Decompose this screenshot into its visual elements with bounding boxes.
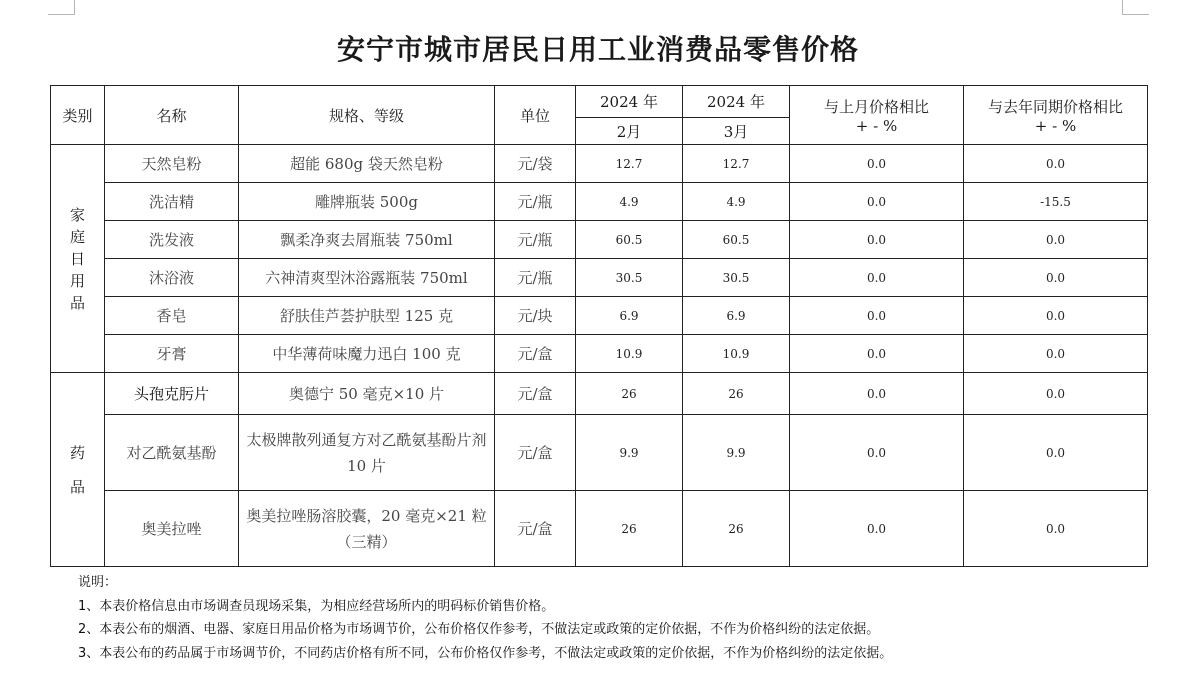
table-row xyxy=(51,335,1148,373)
item-unit: 元/瓶 xyxy=(495,183,576,221)
header-row-1 xyxy=(51,86,1148,118)
change-mom: 0.0 xyxy=(790,415,964,491)
item-name: 头孢克肟片 xyxy=(105,373,239,415)
price-mar: 26 xyxy=(683,491,790,567)
price-mar: 4.9 xyxy=(683,183,790,221)
header-year-feb: 2024 年 xyxy=(576,86,683,118)
item-name: 洗发液 xyxy=(105,221,239,259)
table-row xyxy=(51,145,1148,183)
header-yoy-label: 与去年同期价格相比 xyxy=(987,97,1123,116)
item-name: 香皂 xyxy=(105,297,239,335)
item-spec: 超能 680g 袋天然皂粉 xyxy=(239,145,495,183)
price-feb: 30.5 xyxy=(576,259,683,297)
change-mom: 0.0 xyxy=(790,221,964,259)
change-yoy: 0.0 xyxy=(964,373,1148,415)
table-row xyxy=(51,259,1148,297)
header-mom-label: 与上月价格相比 xyxy=(823,97,929,116)
item-unit: 元/盒 xyxy=(495,491,576,567)
price-mar: 26 xyxy=(683,373,790,415)
category-medicine: 药品 xyxy=(51,373,105,567)
change-mom: 0.0 xyxy=(790,335,964,373)
change-yoy: 0.0 xyxy=(964,145,1148,183)
change-yoy: 0.0 xyxy=(964,335,1148,373)
change-mom: 0.0 xyxy=(790,259,964,297)
header-mom-unit: + - % xyxy=(855,116,898,135)
header-name: 名称 xyxy=(105,86,239,145)
price-feb: 12.7 xyxy=(576,145,683,183)
item-unit: 元/瓶 xyxy=(495,259,576,297)
price-mar: 6.9 xyxy=(683,297,790,335)
price-mar: 10.9 xyxy=(683,335,790,373)
item-spec: 奥美拉唑肠溶胶囊，20 毫克×21 粒（三精） xyxy=(239,491,495,567)
notes-section xyxy=(78,571,892,665)
item-spec: 飘柔净爽去屑瓶装 750ml xyxy=(239,221,495,259)
change-yoy: 0.0 xyxy=(964,491,1148,567)
price-mar: 60.5 xyxy=(683,221,790,259)
item-spec: 太极牌散列通复方对乙酰氨基酚片剂 10 片 xyxy=(239,415,495,491)
item-spec: 六神清爽型沐浴露瓶装 750ml xyxy=(239,259,495,297)
header-month-mar: 3月 xyxy=(683,118,790,145)
price-mar: 9.9 xyxy=(683,415,790,491)
page-corner-mark-right xyxy=(1122,0,1149,15)
change-mom: 0.0 xyxy=(790,145,964,183)
change-yoy: -15.5 xyxy=(964,183,1148,221)
item-unit: 元/瓶 xyxy=(495,221,576,259)
change-yoy: 0.0 xyxy=(964,297,1148,335)
item-name: 沐浴液 xyxy=(105,259,239,297)
category-household: 家庭日用品 xyxy=(51,145,105,373)
price-table xyxy=(50,85,1148,567)
table-row xyxy=(51,373,1148,415)
note-item: 1、本表价格信息由市场调查员现场采集，为相应经营场所内的明码标价销售价格。 xyxy=(78,598,555,614)
document-title: 安宁市城市居民日用工业消费品零售价格 xyxy=(336,33,859,66)
header-month-feb: 2月 xyxy=(576,118,683,145)
item-unit: 元/盒 xyxy=(495,373,576,415)
note-item: 2、本表公布的烟酒、电器、家庭日用品价格为市场调节价，公布价格仅作参考，不做法定或政策的定价依据，不作为价格纠纷的法定依据。 xyxy=(78,622,880,637)
item-spec: 中华薄荷味魔力迅白 100 克 xyxy=(239,335,495,373)
price-feb: 10.9 xyxy=(576,335,683,373)
price-feb: 26 xyxy=(576,491,683,567)
item-unit: 元/盒 xyxy=(495,335,576,373)
change-mom: 0.0 xyxy=(790,491,964,567)
header-yoy xyxy=(964,86,1148,145)
header-yoy-unit: + - % xyxy=(1034,116,1077,135)
item-name: 牙膏 xyxy=(105,335,239,373)
header-unit: 单位 xyxy=(495,86,576,145)
item-spec: 奥德宁 50 毫克×10 片 xyxy=(239,373,495,415)
price-feb: 6.9 xyxy=(576,297,683,335)
table-row xyxy=(51,297,1148,335)
item-spec: 雕牌瓶装 500g xyxy=(239,183,495,221)
item-name: 天然皂粉 xyxy=(105,145,239,183)
change-mom: 0.0 xyxy=(790,373,964,415)
table-row xyxy=(51,221,1148,259)
change-mom: 0.0 xyxy=(790,183,964,221)
change-yoy: 0.0 xyxy=(964,259,1148,297)
item-unit: 元/盒 xyxy=(495,415,576,491)
header-spec: 规格、等级 xyxy=(239,86,495,145)
notes-heading: 说明： xyxy=(78,575,118,590)
price-feb: 4.9 xyxy=(576,183,683,221)
price-mar: 30.5 xyxy=(683,259,790,297)
price-feb: 60.5 xyxy=(576,221,683,259)
table-row xyxy=(51,491,1148,567)
item-unit: 元/袋 xyxy=(495,145,576,183)
change-yoy: 0.0 xyxy=(964,221,1148,259)
item-name: 洗洁精 xyxy=(105,183,239,221)
page-corner-mark-left xyxy=(48,0,75,15)
note-item: 3、本表公布的药品属于市场调节价，不同药店价格有所不同，公布价格仅作参考，不做法定或政策的定价依据，不作为价格纠纷的法定依据。 xyxy=(78,645,893,661)
table-row xyxy=(51,415,1148,491)
item-unit: 元/块 xyxy=(495,297,576,335)
item-name: 对乙酰氨基酚 xyxy=(105,415,239,491)
table-row xyxy=(51,183,1148,221)
change-mom: 0.0 xyxy=(790,297,964,335)
price-feb: 26 xyxy=(576,373,683,415)
header-year-mar: 2024 年 xyxy=(683,86,790,118)
price-feb: 9.9 xyxy=(576,415,683,491)
change-yoy: 0.0 xyxy=(964,415,1148,491)
header-mom xyxy=(790,86,964,145)
item-spec: 舒肤佳芦荟护肤型 125 克 xyxy=(239,297,495,335)
header-category: 类别 xyxy=(51,86,105,145)
price-mar: 12.7 xyxy=(683,145,790,183)
item-name: 奥美拉唑 xyxy=(105,491,239,567)
